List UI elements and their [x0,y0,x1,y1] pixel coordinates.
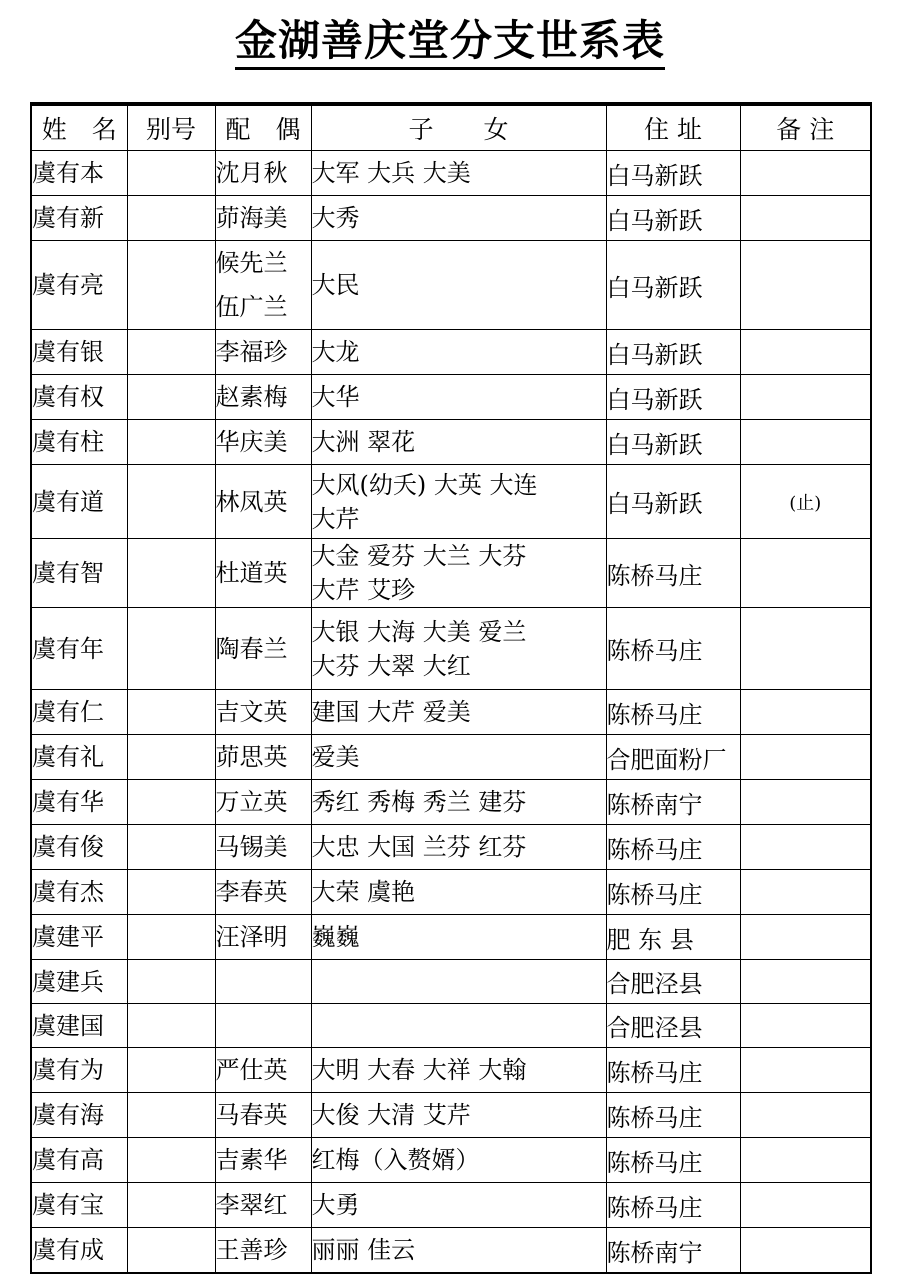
address: 白马新跃 [606,196,740,241]
table-row [31,1138,871,1183]
spouse-cell [215,825,311,870]
spouse-name: 茆海美 [215,204,288,232]
person-name: 虞有礼 [31,735,127,780]
note [740,825,871,870]
table-row [31,735,871,780]
spouse-cell [215,1183,311,1228]
note [740,151,871,196]
table-row [31,330,871,375]
note [740,375,871,420]
person-name: 虞有仁 [31,690,127,735]
person-alias [127,915,215,960]
table-row [31,465,871,539]
note [740,960,871,1004]
children-list [311,1004,606,1048]
person-name: 虞有道 [31,465,127,539]
person-alias [127,420,215,465]
person-alias [127,465,215,539]
table-row [31,1048,871,1093]
table-body [31,151,871,1274]
address: 陈桥马庄 [606,1138,740,1183]
table-row [31,539,871,608]
address: 陈桥马庄 [606,870,740,915]
spouse-cell [215,1004,311,1048]
table-row [31,151,871,196]
page-title [0,14,900,68]
address: 白马新跃 [606,241,740,330]
children-list: 大明 大春 大祥 大翰 [311,1048,606,1093]
table-row [31,780,871,825]
person-name: 虞有高 [31,1138,127,1183]
spouse-cell [215,915,311,960]
spouse-name: 陶春兰 [215,634,288,663]
address: 陈桥马庄 [606,825,740,870]
children-list: 建国 大芹 爱美 [311,690,606,735]
note [740,420,871,465]
spouse-cell [215,241,311,330]
children-list: 丽丽 佳云 [311,1228,606,1274]
spouse-cell [215,151,311,196]
spouse-cell [215,196,311,241]
address: 白马新跃 [606,375,740,420]
note: (止) [740,465,871,539]
address: 陈桥马庄 [606,1048,740,1093]
children-list: 巍巍 [311,915,606,960]
spouse-cell [215,1228,311,1274]
person-name: 虞有成 [31,1228,127,1274]
person-alias [127,1183,215,1228]
spouse-name: 万立英 [215,788,288,816]
person-name: 虞有为 [31,1048,127,1093]
person-alias [127,735,215,780]
note [740,1138,871,1183]
address: 白马新跃 [606,151,740,196]
children-list: 大忠 大国 兰芬 红芬 [311,825,606,870]
spouse-name: 李春英 [215,878,288,906]
table-row [31,420,871,465]
address: 肥 东 县 [606,915,740,960]
person-name: 虞有华 [31,780,127,825]
table-row [31,915,871,960]
spouse-cell [215,960,311,1004]
note [740,1228,871,1274]
children-list: 红梅（入赘婿） [311,1138,606,1183]
spouse-cell [215,375,311,420]
address: 陈桥南宁 [606,1228,740,1274]
spouse-name: 华庆美 [215,428,288,456]
table-row [31,1228,871,1274]
spouse-name: 沈月秋 [215,159,288,187]
person-name: 虞有权 [31,375,127,420]
children-list: 大荣 虞艳 [311,870,606,915]
address: 合肥泾县 [606,960,740,1004]
address: 合肥面粉厂 [606,735,740,780]
note [740,1004,871,1048]
note [740,1093,871,1138]
table-row [31,1004,871,1048]
person-alias [127,151,215,196]
spouse-cell [215,1048,311,1093]
children-list: 大华 [311,375,606,420]
person-name: 虞有宝 [31,1183,127,1228]
spouse-name: 吉文英 [215,698,288,726]
person-name: 虞建兵 [31,960,127,1004]
person-alias [127,196,215,241]
note [740,780,871,825]
address: 陈桥马庄 [606,539,740,608]
table-row [31,1093,871,1138]
genealogy-table [30,102,872,1274]
spouse-name: 汪泽明 [215,923,288,951]
person-name: 虞有年 [31,608,127,690]
person-name: 虞建平 [31,915,127,960]
note [740,539,871,608]
spouse-name: 李福珍 [215,338,288,366]
person-alias [127,1138,215,1183]
table-row [31,608,871,690]
person-name: 虞有杰 [31,870,127,915]
header-alias: 别号 [127,104,215,151]
person-name: 虞有柱 [31,420,127,465]
spouse-cell [215,539,311,608]
spouse-name: 马春英 [215,1101,288,1129]
spouse-cell [215,690,311,735]
address: 陈桥马庄 [606,1093,740,1138]
person-name: 虞有新 [31,196,127,241]
person-alias [127,241,215,330]
person-alias [127,870,215,915]
address: 陈桥马庄 [606,1183,740,1228]
person-name: 虞有俊 [31,825,127,870]
person-name: 虞建国 [31,1004,127,1048]
table-row [31,960,871,1004]
spouse-name: 赵素梅 [215,383,288,411]
table-row [31,241,871,330]
address: 白马新跃 [606,420,740,465]
spouse-cell [215,1138,311,1183]
spouse-name: 严仕英 [215,1056,288,1084]
note [740,241,871,330]
spouse-name: 马锡美 [215,833,288,861]
spouse-name: 杜道英 [215,559,288,587]
table-row [31,1183,871,1228]
note [740,690,871,735]
note [740,870,871,915]
header-address: 住 址 [606,104,740,151]
spouse-cell [215,420,311,465]
person-alias [127,780,215,825]
header-children: 子 女 [311,104,606,151]
person-name: 虞有本 [31,151,127,196]
person-name: 虞有智 [31,539,127,608]
children-list: 大勇 [311,1183,606,1228]
spouse-cell [215,1093,311,1138]
spouse-name: 吉素华 [215,1146,288,1174]
spouse-cell [215,780,311,825]
children-list: 大金 爱芬 大兰 大芬 大芹 艾珍 [311,539,606,608]
header-name: 姓 名 [31,104,127,151]
children-list: 大龙 [311,330,606,375]
children-list: 大俊 大清 艾芹 [311,1093,606,1138]
table-row [31,870,871,915]
person-alias [127,1004,215,1048]
spouse-cell [215,608,311,690]
person-alias [127,690,215,735]
person-alias [127,825,215,870]
spouse-cell [215,465,311,539]
spouse-name: 王善珍 [215,1236,288,1264]
spouse-name: 候先兰 [215,249,288,277]
person-name: 虞有亮 [31,241,127,330]
spouse-name: 伍广兰 [215,293,288,321]
address: 陈桥马庄 [606,690,740,735]
spouse-cell [215,735,311,780]
address: 白马新跃 [606,465,740,539]
person-alias [127,330,215,375]
note [740,735,871,780]
person-alias [127,1228,215,1274]
children-list: 爱美 [311,735,606,780]
person-alias [127,960,215,1004]
table-row [31,375,871,420]
children-list: 大民 [311,241,606,330]
person-alias [127,1048,215,1093]
children-list: 秀红 秀梅 秀兰 建芬 [311,780,606,825]
note [740,915,871,960]
spouse-cell [215,330,311,375]
note [740,330,871,375]
children-list: 大风(幼夭) 大英 大连 大芹 [311,465,606,539]
spouse-name: 林凤英 [215,487,288,516]
title-text: 金湖善庆堂分支世系表 [235,16,665,70]
table-row [31,825,871,870]
address: 陈桥南宁 [606,780,740,825]
children-list: 大秀 [311,196,606,241]
header-spouse: 配 偶 [215,104,311,151]
note [740,1183,871,1228]
spouse-name: 李翠红 [215,1191,288,1219]
note [740,1048,871,1093]
person-alias [127,539,215,608]
table-row [31,690,871,735]
person-name: 虞有银 [31,330,127,375]
note [740,196,871,241]
children-list [311,960,606,1004]
spouse-name: 茆思英 [215,743,288,771]
header-row [31,104,871,151]
address: 合肥泾县 [606,1004,740,1048]
children-list: 大银 大海 大美 爱兰 大芬 大翠 大红 [311,608,606,690]
spouse-cell [215,870,311,915]
note [740,608,871,690]
children-list: 大军 大兵 大美 [311,151,606,196]
person-alias [127,375,215,420]
person-name: 虞有海 [31,1093,127,1138]
address: 白马新跃 [606,330,740,375]
person-alias [127,1093,215,1138]
header-note: 备 注 [740,104,871,151]
address: 陈桥马庄 [606,608,740,690]
person-alias [127,608,215,690]
children-list: 大洲 翠花 [311,420,606,465]
table-row [31,196,871,241]
